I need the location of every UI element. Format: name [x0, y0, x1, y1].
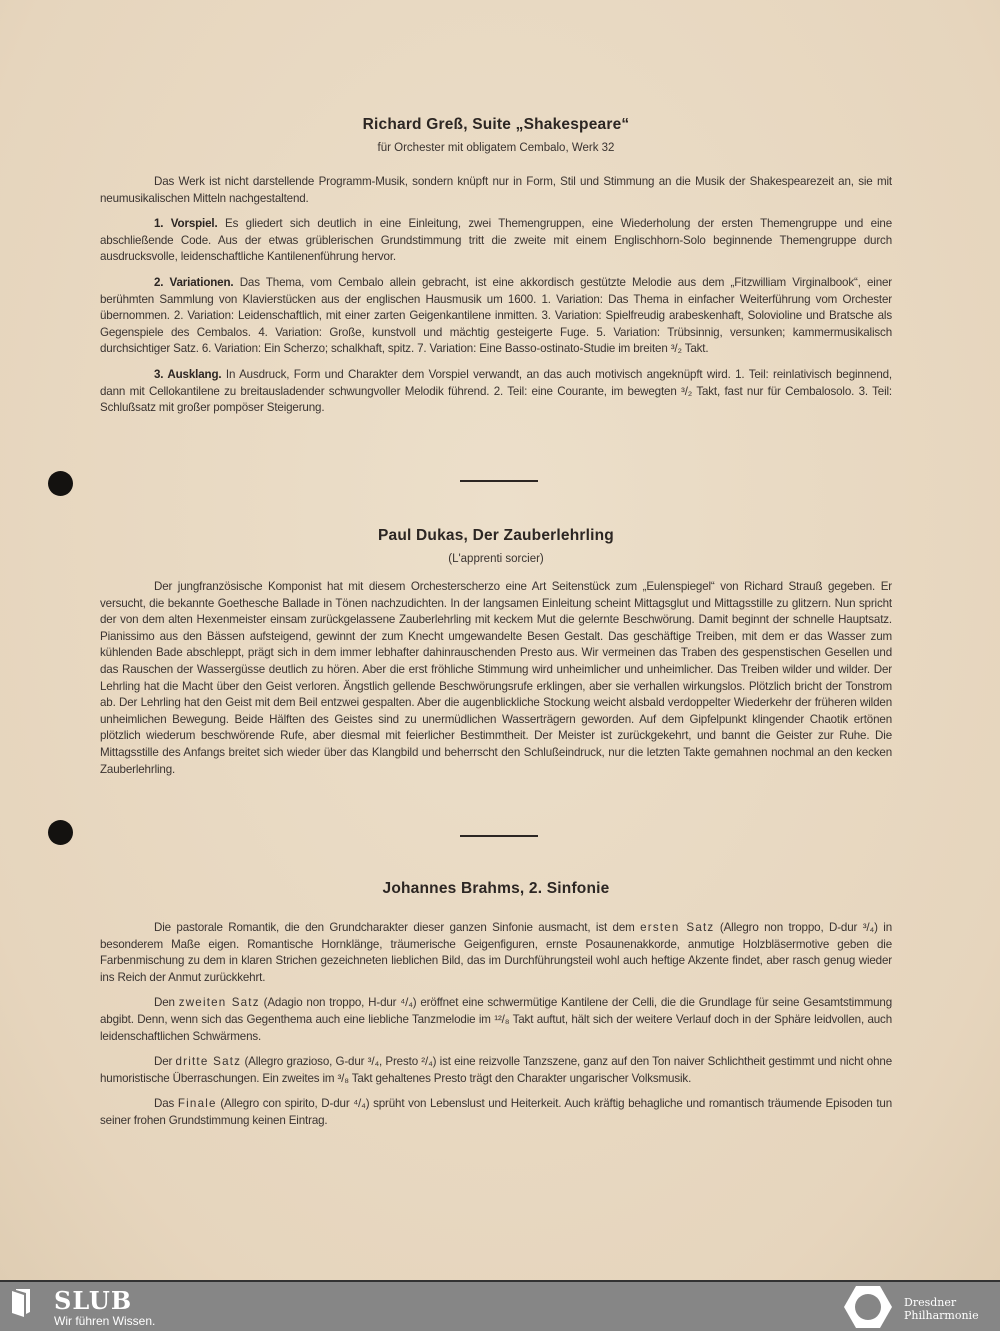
- paragraph: [100, 1054, 892, 1087]
- punch-hole: [48, 820, 73, 845]
- book-icon: [10, 1288, 34, 1318]
- partner-line: Dresdner: [904, 1296, 957, 1309]
- paragraph-heading: 1. Vorspiel.: [154, 217, 218, 231]
- footer-bar: [0, 1280, 1000, 1331]
- section-brahms: [100, 880, 892, 1130]
- paragraph: Das Werk ist nicht darstellende Programm-Musik, sondern knüpft nur in Form, Stil und Stimmung an die Musik der Shakespearezeit an, sie mit neumusikalischen Mitteln nachgestaltend.: [100, 175, 892, 205]
- section-subtitle: (L'apprenti sorcier): [448, 553, 544, 565]
- paragraph-text: (Allegro grazioso, G-dur ³/₄, Presto ²/₄) ist eine reizvolle Tanzszene, ganz auf den Ton naiver Schlichtheit gestimmt und nicht ohne humoristische Überraschungen. Ein zweites im ³/₈ Takt gehaltenes Presto trägt den Charakter ungarischer Volksmusik.: [100, 1055, 892, 1085]
- paragraph: [100, 920, 892, 986]
- emphasis: Finale: [177, 1097, 217, 1111]
- paragraph-text: Den: [154, 996, 175, 1010]
- paragraph: [100, 1096, 892, 1129]
- paragraph-text: (Adagio non troppo, H-dur ⁴/₄) eröffnet eine schwermütige Kantilene der Celli, die die Grundlage für seine Gesamtstimmung abgibt. Denn, wenn sich das Gegenthema auch eine liebliche Tanzmelodie im ¹²/₈ Takt auftut, hält sich der weitere Verlauf doch in der Sphäre leidvollen, auch leidenschaftlichen Schwärmens.: [100, 996, 892, 1043]
- paragraph-text: Das Thema, vom Cembalo allein gebracht, ist eine akkordisch gestützte Melodie aus dem „Fitzwilliam Virginalbook“, einer berühmten Sammlung von Klavierstücken aus der englischen Hausmusik um 1600. 1. Variation: Das Thema in einfacher Weiterführung vom Orchester übernommen. 2. Variation: Leidenschaftlich, mit einer zarten Geigenkantilene inmitten. 3. Variation: Spielfreudig arabeskenhaft, Solovioline und Bratsche als Gegenspiele des Cembalos. 4. Variation: Große, kunstvoll und mächtig gesteigerte Fuge. 5. Variation: Trübsinnig, versunken; kammermusikalisch durchsichtiger Satz. 6. Variation: Ein Scherzo; schalkhaft, spitz. 7. Variation: Eine Basso-ostinato-Studie im breiten ³/₂ Takt.: [100, 275, 892, 356]
- partner-line: Philharmonie: [904, 1309, 979, 1322]
- paragraph: [100, 275, 892, 358]
- paragraph: [100, 367, 892, 417]
- section-gress: [100, 116, 892, 417]
- philharmonie-logo-icon: [842, 1284, 894, 1330]
- paragraph-text: (Allegro con spirito, D-dur ⁴/₄) sprüht von Lebenslust und Heiterkeit. Auch kräftig behagliche und romantisch träumende Episoden tun seiner frohen Grundstimmung keinen Eintrag.: [100, 1097, 893, 1127]
- section-divider: [460, 480, 538, 482]
- section-title: Paul Dukas, Der Zauberlehrling: [378, 527, 614, 544]
- paragraph-text: In Ausdruck, Form und Charakter dem Vorspiel verwandt, an das auch motivisch angeknüpft wird. 1. Teil: reinlativisch beginnend, dann mit Cellokantilene zu breitausladender schwungvoller Melodik führend. 2. Teil: eine Courante, im bewegten ³/₂ Takt, fast nur für Cembalosolo. 3. Teil: Schlußsatz mit großer pompöser Steigerung.: [100, 367, 892, 415]
- paragraph: [100, 995, 892, 1045]
- emphasis: zweiten Satz: [178, 996, 260, 1010]
- section-subtitle: für Orchester mit obligatem Cembalo, Werk 32: [377, 142, 615, 154]
- slub-tagline: Wir führen Wissen.: [54, 1314, 156, 1328]
- section-dukas: [100, 527, 892, 778]
- paragraph-text: Es gliedert sich deutlich in eine Einleitung, zwei Themengruppen, eine Wiederholung der ersten Themengruppe und eine abschließende Code. Aus der etwas grüblerischen Grundstimmung tritt die zweite mit einem Englischhorn-Solo beginnende Themengruppe durch ausdrucksvolle, leidenschaftliche Kantilenenführung hervor.: [100, 217, 892, 264]
- paragraph: [100, 216, 892, 266]
- section-divider: [460, 835, 538, 837]
- paragraph-text: Das: [154, 1097, 175, 1111]
- paragraph-text: (Allegro non troppo, D-dur ³/₄) in besonderem Maße eigen. Romantische Hornklänge, träumerische Geigenfiguren, ernste Posaunenakkorde, anmutige Holzbläsermotive geben die Farbenmischung zu dem in klaren Strichen gezeichneten lieblichen Bild, das im Durchführungsteil wohl auch heftige Akzente findet, aber rasch genug wieder ins Reich der Anmut zurückkehrt.: [100, 921, 892, 984]
- punch-hole: [48, 471, 73, 496]
- partner-name[interactable]: [904, 1296, 979, 1322]
- emphasis: dritte Satz: [175, 1055, 242, 1069]
- emphasis: ersten Satz: [640, 921, 715, 934]
- slub-logo[interactable]: SLUB: [54, 1286, 133, 1315]
- paragraph-heading: 3. Ausklang.: [154, 367, 222, 381]
- paragraph-text: Der: [154, 1055, 173, 1069]
- section-title: Richard Greß, Suite „Shakespeare“: [362, 116, 630, 133]
- paragraph-heading: 2. Variationen.: [154, 275, 234, 289]
- paragraph: Der jungfranzösische Komponist hat mit diesem Orchesterscherzo eine Art Seitenstück zum „Eulenspiegel“ von Richard Strauß gegeben. Er versucht, die bekannte Goethesche Ballade in Tönen nachzudichten. In der langsamen Einleitung scheint Mittagsglut und Mittagsstille zu glitzern. Nun spricht der von dem alten Hexenmeister einsam zurückgelassene Zauberlehrling mit keckem Mut die gelernte Beschwörung. Damit beginnt der schnelle Hauptsatz. Pianissimo aus den Bässen aufsteigend, gewinnt der zum Knecht umgewandelte Besen Gestalt. Das geschäftige Treiben, mit dem er das Wasser zum kühlenden Bade abschleppt, prägt sich in dem immer lebhafter dahinrauschenden Presto aus. Wir vermeinen das Traben des gespenstischen Gesellen und das Rauschen der Wassergüsse deutlich zu hören. Aber die erst fröhliche Stimmung wird unheimlicher und unheimlicher. Das Treiben wilder und wilder. Der Lehrling hat die Macht über den Geist verloren. Ängstlich gellende Beschwörungsrufe erklingen, aber sie verhallen wirkungslos. Plötzlich bricht der Tonstrom ab. Der Lehrling hat den Geist mit dem Beil entzwei gespalten. Aber die augenblickliche Stockung weicht alsbald verdoppelter Wiederkehr der früheren wilden unheimlichen Bewegung. Beide Hälften des Geistes sind zu unermüdlichen Wasserträgern geworden. Auf dem Gipfelpunkt klingender Chaotik ertönen plötzlich wiederum beschwörende Rufe, aber diesmal mit feierlicher Bestimmtheit. Der Meister ist zurückgekehrt, und bannt die Geister zur Ruhe. Die Mittagsstille des Anfangs breitet sich wieder über das Klangbild und beherrscht den Schlußeindruck, nur die letzten Takte gemahnen nochmal an den kecken Zauberlehrling.: [100, 580, 892, 776]
- section-title: Johannes Brahms, 2. Sinfonie: [382, 880, 610, 897]
- paragraph-text: Die pastorale Romantik, die den Grundcharakter dieser ganzen Sinfonie ausmacht, ist dem: [154, 921, 635, 934]
